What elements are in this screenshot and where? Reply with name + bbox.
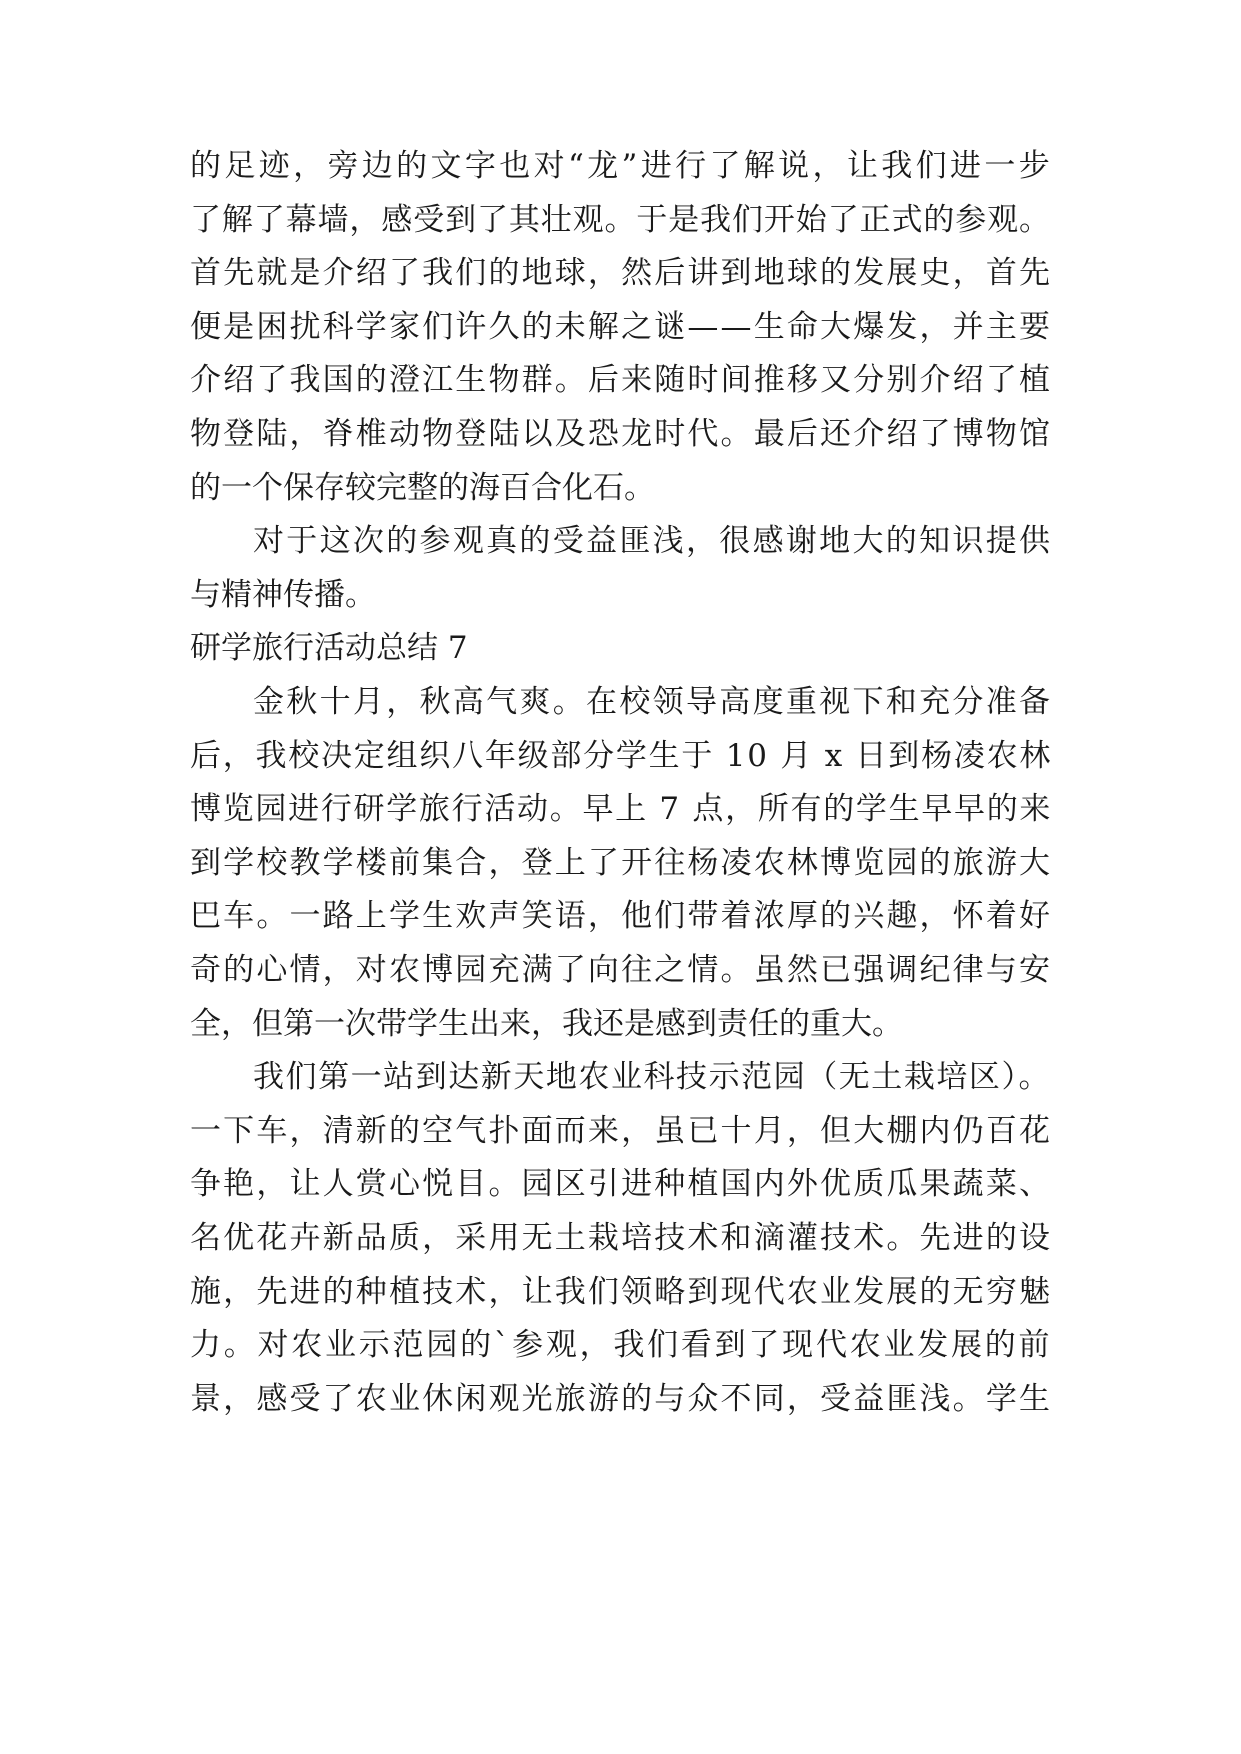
- text-line: 名优花卉新品质，采用无土栽培技术和滴灌技术。先进的设: [190, 1220, 1053, 1256]
- text-line: 对于这次的参观真的受益匪浅，很感谢地大的知识提供: [253, 523, 1053, 560]
- text-line: 便是困扰科学家们许久的未解之谜——生命大爆发，并主要: [190, 308, 1053, 345]
- text-line: 巴车。一路上学生欢声笑语，他们带着浓厚的兴趣，怀着好: [190, 898, 1053, 935]
- text-line: 景，感受了农业休闲观光旅游的与众不同，受益匪浅。学生: [190, 1380, 1053, 1417]
- text-line: 我们第一站到达新天地农业科技示范园（无土栽培区）。: [253, 1059, 1052, 1096]
- text-line: 的一个保存较完整的海百合化石。: [190, 469, 655, 506]
- text-line: 全，但第一次带学生出来，我还是感到责任的重大。: [190, 1005, 903, 1042]
- text-line: 争艳，让人赏心悦目。园区引进种植国内外优质瓜果蔬菜、: [190, 1166, 1053, 1203]
- text-line: 研学旅行活动总结 7: [190, 630, 468, 667]
- text-line: 施，先进的种植技术，让我们领略到现代农业发展的无穷魅: [190, 1273, 1053, 1310]
- text-line: 博览园进行研学旅行活动。早上 7 点，所有的学生早早的来: [190, 791, 1053, 828]
- text-line: 后，我校决定组织八年级部分学生于 10 月 x 日到杨凌农林: [190, 737, 1053, 774]
- text-line: 介绍了我国的澄江生物群。后来随时间推移又分别介绍了植: [190, 362, 1053, 399]
- text-line: 的足迹，旁边的文字也对“龙”进行了解说，让我们进一步: [190, 148, 1054, 184]
- text-line: 金秋十月，秋高气爽。在校领导高度重视下和充分准备: [253, 684, 1053, 720]
- text-line: 首先就是介绍了我们的地球，然后讲到地球的发展史，首先: [190, 255, 1053, 292]
- text-line: 一下车，清新的空气扑面而来，虽已十月，但大棚内仍百花: [190, 1112, 1053, 1149]
- text-line: 了解了幕墙，感受到了其壮观。于是我们开始了正式的参观。: [190, 201, 1051, 238]
- text-line: 奇的心情，对农博园充满了向往之情。虽然已强调纪律与安: [190, 952, 1053, 988]
- text-line: 到学校教学楼前集合，登上了开往杨凌农林博览园的旅游大: [190, 844, 1053, 881]
- text-line: 力。对农业示范园的`参观，我们看到了现代农业发展的前: [190, 1327, 1053, 1364]
- text-line: 与精神传播。: [190, 576, 376, 613]
- text-line: 物登陆，脊椎动物登陆以及恐龙时代。最后还介绍了博物馆: [190, 416, 1053, 452]
